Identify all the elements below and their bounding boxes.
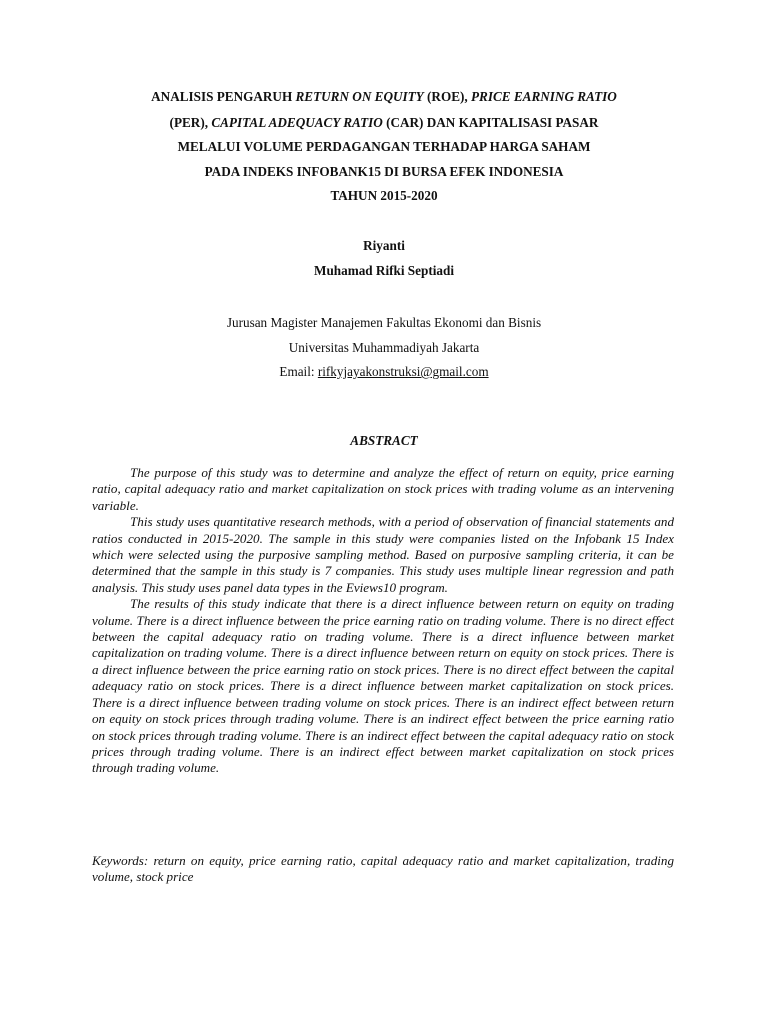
keywords: Keywords: return on equity, price earning ratio, capital adequacy ratio and market capitalization, trading volume, stock price <box>92 853 674 885</box>
affiliation-university: Universitas Muhammadiyah Jakarta <box>288 340 480 355</box>
title-text: (PER), <box>169 115 212 130</box>
email-link[interactable]: rifkyjayakonstruksi@gmail.com <box>317 364 489 379</box>
abstract-heading: ABSTRACT <box>350 433 418 448</box>
abstract-body <box>92 465 674 777</box>
title-line-5: TAHUN 2015-2020 <box>330 188 438 203</box>
author-2: Muhamad Rifki Septiadi <box>314 263 454 278</box>
title-term-per: PRICE EARNING RATIO <box>471 89 617 104</box>
title-text: (CAR) DAN KAPITALISASI PASAR <box>382 115 599 130</box>
abstract-paragraph: The results of this study indicate that there is a direct influence between return on equity on trading volume. There is a direct influence between the price earning ratio on trading volume. There is no direct effect between the capital adequacy ratio on trading volume. There is a direct influence between market capitalization on trading volume. There is a direct influence between return on equity on stock prices. There is a direct influence between the price earning ratio on stock prices. There is no direct effect between the capital adequacy ratio on stock prices. There is a direct influence between market capitalization on stock prices. There is a direct influence between trading volume on stock prices. There is an indirect effect between return on equity on stock prices through trading volume. There is an indirect effect between the price earning ratio on stock prices through trading volume. There is an indirect effect between the capital adequacy ratio on stock prices through trading volume. There is an indirect effect between market capitalization on stock prices through trading volume. <box>92 596 674 776</box>
email-label: Email: <box>279 364 318 379</box>
title-term-roe: RETURN ON EQUITY <box>295 89 424 104</box>
title-line-4: PADA INDEKS INFOBANK15 DI BURSA EFEK INDONESIA <box>204 164 564 179</box>
title-term-car: CAPITAL ADEQUACY RATIO <box>211 115 383 130</box>
title-text: (ROE), <box>423 89 471 104</box>
affiliation-department: Jurusan Magister Manajemen Fakultas Ekonomi dan Bisnis <box>226 315 542 330</box>
abstract-paragraph: The purpose of this study was to determine and analyze the effect of return on equity, price earning ratio, capital adequacy ratio and market capitalization on stock prices with trading volume as an intervening variable. <box>92 465 674 513</box>
abstract-paragraph: This study uses quantitative research methods, with a period of observation of financial statements and ratios conducted in 2015-2020. The sample in this study were companies listed on the Infobank 15 Index which were selected using the purposive sampling method. Based on purposive sampling criteria, it can be determined that the sample in this study is 7 companies. This study uses multiple linear regression and path analysis. This study uses panel data types in the Eviews10 program. <box>92 514 674 595</box>
title-line-1 <box>0 89 768 105</box>
author-1: Riyanti <box>363 238 405 253</box>
affiliation-email-line <box>0 364 768 380</box>
title-line-3: MELALUI VOLUME PERDAGANGAN TERHADAP HARGA SAHAM <box>177 139 591 154</box>
title-text: ANALISIS PENGARUH <box>151 89 296 104</box>
title-line-2 <box>0 115 768 131</box>
